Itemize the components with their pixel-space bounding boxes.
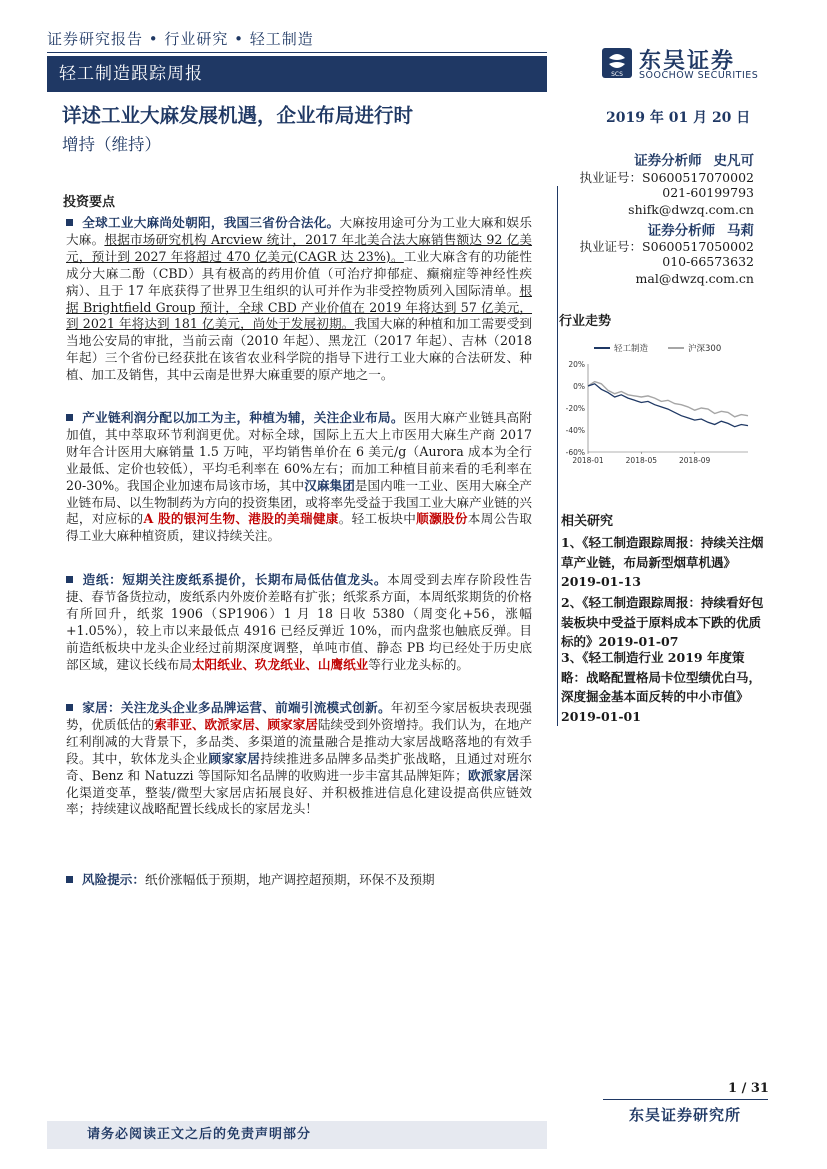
analyst-label: 证券分析师	[634, 153, 702, 169]
related-research-item-2[interactable]: 2、《轻工制造跟踪周报：持续看好包装板块中受益于原料成本下跌的优质标的》2019-01-07	[561, 595, 764, 649]
related-research-item-1[interactable]: 1、《轻工制造跟踪周报：持续关注烟草产业链，布局新型烟草机遇》2019-01-13	[561, 535, 764, 589]
analyst-2-license: 执业证号：S0600517050002	[579, 239, 754, 254]
section-industrial-hemp: 全球工业大麻尚处朝阳，我国三省份合法化。大麻按用途可分为工业大麻和娱乐大麻。根据市场研究机构 Arcview 统计，2017 年北美合法大麻销售额达 92 亿美元，预计到 2027 年将超过 470 亿美元(CAGR 达 23%)。工业大麻含有的功能性成分大麻二酚（CBD）具有极高的药用价值（可治疗抑郁症、癫痫症等神经性疾病）、且于 17 年底获得了世界卫生组织的认可并作为非受控物质列入国际清单。根据 Brightfield Group 预计，全球 CBD 产业价值在 2019 年将达到 57 亿美元，到 2021 年将达到 181 亿美元，尚处于发展初期。我国大麻的种植和加工需要受到当地公安局的审批，当前云南（2010 年起）、黑龙江（2017 年起）、吉林（2018 年起）三个省份已经获批在该省农业科学院的指导下进行工业大麻的合法研发、种植、加工及销售，其中云南是世界大麻重要的原产地之一。	[66, 215, 533, 383]
bullet-icon	[66, 414, 73, 421]
related-research-heading: 相关研究	[561, 514, 614, 529]
logo-mark-text: SCS	[611, 71, 623, 78]
legend-label-1: 轻工制造	[614, 344, 649, 354]
bullet-icon	[66, 704, 73, 711]
bullet-icon	[66, 576, 73, 583]
analyst-name: 史凡可	[713, 153, 754, 169]
analyst-1-license: 执业证号：S0600517070002	[579, 170, 754, 185]
analyst-1-email[interactable]: shifk@dwzq.com.cn	[628, 202, 754, 217]
key-points-heading: 投资要点	[63, 195, 116, 210]
brand-name-en: SOOCHOW SECURITIES	[639, 70, 759, 81]
y-tick-label: -60%	[565, 448, 585, 457]
section-risk: 风险提示：纸价涨幅低于预期，地产调控超预期，环保不及预期	[66, 872, 532, 889]
industry-trend-chart	[558, 334, 758, 470]
analyst-label: 证券分析师	[647, 223, 716, 239]
page-number: 1 / 31	[728, 1081, 769, 1096]
x-tick-label: 2018-05	[625, 456, 658, 465]
report-title: 详述工业大麻发展机遇，企业布局进行时	[62, 104, 414, 127]
section-paper: 造纸：短期关注废纸系提价，长期布局低估值龙头。本周受到去库存阶段性告捷、春节备货拉动，废纸系内外废价差略有扩张；纸浆系方面，本周纸浆期货的价格有所回升，纸浆 1906（SP1906）1 月 18 日收 5380（周变化+56，涨幅+1.05%），较上市以来最低点 4916 已经反弹近 10%，而内盘浆也触底反弹。目前造纸板块中龙头企业经过前期深度调整，单吨市值、静态 PB 均已经处于历史底部区域，建议长线布局太阳纸业、玖龙纸业、山鹰纸业等行业龙头标的。	[66, 572, 533, 672]
legend-label-2: 沪深300	[688, 344, 722, 354]
analyst-2-title	[648, 219, 754, 239]
analyst-2-email[interactable]: mal@dwzq.com.cn	[635, 271, 754, 286]
related-research-item-3[interactable]: 3、《轻工制造行业 2019 年度策略：战略配置格局卡位型绩优白马，深度掘金基本面反转的中小市值》2019-01-01	[561, 650, 762, 724]
x-tick-label: 2018-01	[572, 456, 604, 465]
institute-name: 东吴证券研究所	[629, 1106, 742, 1124]
disclaimer-bar: 请务必阅读正文之后的免责声明部分	[47, 1121, 547, 1149]
y-tick-label: -40%	[565, 426, 585, 435]
report-series-banner: 轻工制造跟踪周报	[47, 56, 547, 92]
soochow-logo-icon	[602, 48, 632, 78]
bullet-icon	[66, 219, 73, 226]
section-furniture: 家居：关注龙头企业多品牌运营、前端引流模式创新。年初至今家居板块表现强势，优质低估的索菲亚、欧派家居、顾家家居陆续受到外资增持。我们认为，在地产红利削减的大背景下，多品类、多渠道的流量融合是推动大家居战略落地的有效手段。其中，软体龙头企业顾家家居持续推进多品牌多品类扩张战略，且通过对班尔奇、Benz 和 Natuzzi 等国际知名品牌的收购进一步丰富其品牌矩阵；欧派家居深化渠道变革，整装/微型大家居店拓展良好、并积极推进信息化建设提高供应链效率；持续建议战略配置长线成长的家居龙头！	[66, 700, 533, 817]
series-line-2	[588, 382, 748, 417]
series-line-1	[588, 384, 748, 427]
section-value-chain: 产业链利润分配以加工为主，种植为辅，关注企业布局。医用大麻产业链具高附加值，其中萃取环节利润更优。对标全球，国际上五大上市医用大麻生产商 2017 财年合计医用大麻销量 1.5 万吨，平均销售单价在 6 美元/g（Aurora 成本为全行业最低、定价也较低），平均毛利率在 60%左右；而加工种植目前来看的毛利率在 20-30%。我国企业加速布局该市场，其中汉麻集团是国内唯一工业、医用大麻全产业链布局、以生物制药为方向的投资集团，或将率先受益于我国工业大麻产业链的兴起，对应标的A 股的银河生物、港股的美瑞健康。轻工板块中顺灏股份本周公告取得工业大麻种植资质，建议持续关注。	[66, 410, 533, 544]
analyst-name: 马莉	[727, 223, 754, 239]
bullet-icon	[66, 876, 73, 883]
breadcrumb: 证券研究报告 • 行业研究 • 轻工制造	[47, 28, 547, 53]
analyst-1-phone: 021-60199793	[662, 185, 754, 200]
trend-heading: 行业走势	[559, 314, 612, 329]
y-tick-label: 20%	[568, 360, 585, 369]
y-tick-label: -20%	[565, 404, 585, 413]
brand-name: 东吴证券	[639, 49, 736, 74]
analyst-1-title	[634, 149, 754, 169]
report-rating: 增持（维持）	[62, 135, 161, 154]
y-tick-label: 0%	[573, 382, 585, 391]
analyst-2-phone: 010-66573632	[662, 254, 754, 269]
x-tick-label: 2018-09	[678, 456, 711, 465]
report-date: 2019 年 01 月 20 日	[606, 110, 751, 126]
footer-rule	[603, 1099, 768, 1100]
